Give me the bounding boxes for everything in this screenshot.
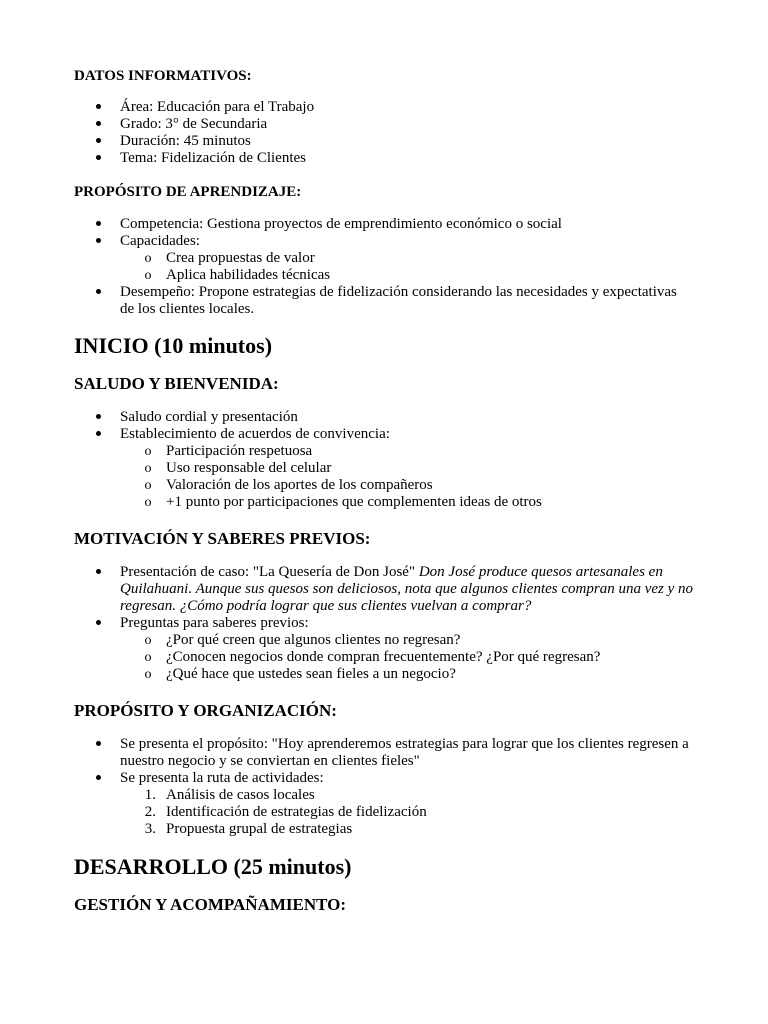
proposito-list: [74, 216, 694, 318]
step-number: 3.: [144, 821, 156, 837]
bullet-icon: [92, 615, 104, 632]
gestion-heading: GESTIÓN Y ACOMPAÑAMIENTO:: [74, 895, 347, 914]
bullet-icon: [92, 770, 104, 787]
list-item: [74, 770, 694, 787]
circle-bullet-icon: o: [144, 444, 152, 459]
sub-list-item: [74, 649, 694, 666]
sub-item-text: Participación respetuosa: [166, 443, 313, 459]
list-item-text: Duración: 45 minutos: [120, 133, 251, 149]
sub-list-item: [74, 443, 694, 460]
circle-bullet-icon: o: [144, 650, 152, 665]
step-text: Análisis de casos locales: [166, 787, 315, 803]
sub-item-text: ¿Qué hace que ustedes sean fieles a un negocio?: [166, 666, 456, 682]
list-item-text: Grado: 3° de Secundaria: [120, 116, 268, 132]
circle-bullet-icon: o: [144, 478, 152, 493]
circle-bullet-icon: o: [144, 461, 152, 476]
list-item: [74, 615, 694, 632]
list-item-text: Tema: Fidelización de Clientes: [120, 150, 306, 166]
sub-list-item: [74, 666, 694, 683]
list-item: [74, 233, 694, 250]
saludo-heading: SALUDO Y BIENVENIDA:: [74, 374, 279, 393]
circle-bullet-icon: o: [144, 251, 152, 266]
motivacion-list: [74, 564, 694, 683]
sub-list-item: [74, 250, 694, 267]
sub-item-text: Uso responsable del celular: [166, 460, 332, 476]
list-item: [74, 284, 694, 318]
sub-item-text: ¿Por qué creen que algunos clientes no regresan?: [166, 632, 461, 648]
bullet-icon: [92, 426, 104, 443]
organizacion-list: [74, 736, 694, 838]
sub-list-item: [74, 632, 694, 649]
list-item-text: Área: Educación para el Trabajo: [120, 99, 315, 115]
sub-list-item: [74, 267, 694, 284]
capacidades-text: Capacidades:: [120, 233, 200, 249]
step-text: Identificación de estrategias de fidelización: [166, 804, 427, 820]
sub-list-item: [74, 477, 694, 494]
bullet-icon: [92, 564, 104, 581]
numbered-item: [74, 821, 694, 838]
datos-list: [74, 99, 694, 167]
circle-bullet-icon: o: [144, 667, 152, 682]
desempeno-text: Desempeño: Propone estrategias de fidelización considerando las necesidades y expectativas de los clientes locales.: [120, 284, 677, 317]
list-item: [74, 216, 694, 233]
list-item-text: Se presenta la ruta de actividades:: [120, 770, 324, 786]
step-number: 2.: [144, 804, 156, 820]
sub-list-item: [74, 460, 694, 477]
list-item-text: Saludo cordial y presentación: [120, 409, 298, 425]
sub-list-item: [74, 494, 694, 511]
sub-item-text: Valoración de los aportes de los compañeros: [166, 477, 433, 493]
step-text: Propuesta grupal de estrategias: [166, 821, 353, 837]
step-number: 1.: [144, 787, 156, 803]
bullet-icon: [92, 736, 104, 753]
desarrollo-heading: DESARROLLO (25 minutos): [74, 854, 352, 879]
bullet-icon: [92, 99, 104, 116]
bullet-icon: [92, 116, 104, 133]
caso-description: Don José produce quesos artesanales en Quilahuani. Aunque sus quesos son deliciosos, nota que algunos clientes compran una vez y no regresan. ¿Cómo podría lograr que sus clientes vuelvan a comprar?: [120, 564, 694, 614]
bullet-icon: [92, 409, 104, 426]
organizacion-heading: PROPÓSITO Y ORGANIZACIÓN:: [74, 701, 337, 720]
competencia-text: Competencia: Gestiona proyectos de emprendimiento económico o social: [120, 216, 562, 232]
caso-lead-text: Presentación de caso: "La Quesería de Don José": [120, 564, 416, 580]
bullet-icon: [92, 233, 104, 250]
bullet-icon: [92, 133, 104, 150]
list-item: [74, 99, 694, 116]
sub-item-text: ¿Conocen negocios donde compran frecuentemente? ¿Por qué regresan?: [166, 649, 601, 665]
list-item-text: Establecimiento de acuerdos de convivencia:: [120, 426, 390, 442]
circle-bullet-icon: o: [144, 633, 152, 648]
inicio-heading: INICIO (10 minutos): [74, 333, 273, 358]
list-item: [74, 409, 694, 426]
list-item: [74, 564, 694, 615]
sub-item-text: +1 punto por participaciones que complementen ideas de otros: [166, 494, 542, 510]
list-item: [74, 736, 694, 770]
list-item: [74, 133, 694, 150]
list-item: [74, 116, 694, 133]
sub-item-text: Crea propuestas de valor: [166, 250, 315, 266]
proposito-heading: PROPÓSITO DE APRENDIZAJE:: [74, 184, 302, 200]
motivacion-heading: MOTIVACIÓN Y SABERES PREVIOS:: [74, 529, 371, 548]
sub-item-text: Aplica habilidades técnicas: [166, 267, 331, 283]
bullet-icon: [92, 150, 104, 167]
list-item-text: Se presenta el propósito: "Hoy aprenderemos estrategias para lograr que los clientes regresen a nuestro negocio y se conviertan en clientes fieles": [120, 736, 689, 769]
numbered-item: [74, 787, 694, 804]
bullet-icon: [92, 284, 104, 301]
datos-heading: DATOS INFORMATIVOS:: [74, 68, 252, 84]
list-item-text: Preguntas para saberes previos:: [120, 615, 309, 631]
list-item: [74, 150, 694, 167]
list-item: [74, 426, 694, 443]
numbered-item: [74, 804, 694, 821]
circle-bullet-icon: o: [144, 495, 152, 510]
saludo-list: [74, 409, 694, 511]
bullet-icon: [92, 216, 104, 233]
circle-bullet-icon: o: [144, 268, 152, 283]
